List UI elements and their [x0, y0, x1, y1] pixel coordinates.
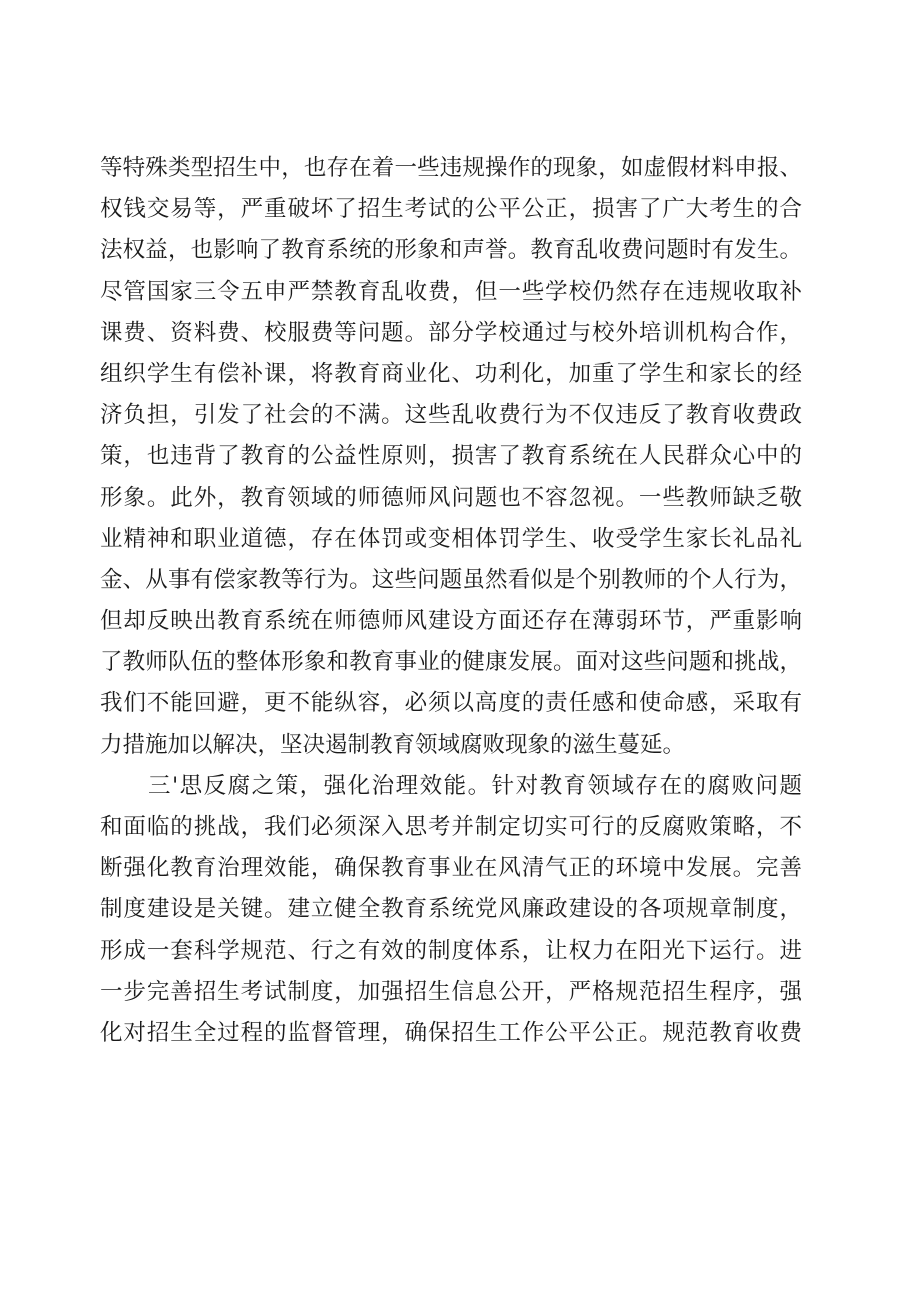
- text-line: 力措施加以解决，坚决遏制教育领域腐败现象的滋生蔓延。: [100, 731, 686, 758]
- text-line: 法权益，也影响了教育系统的形象和声誉。教育乱收费问题时有发生。: [100, 237, 802, 264]
- text-line: 三'思反腐之策，强化治理效能。针对教育领域存在的腐败问题: [100, 772, 802, 799]
- text-line: 断强化教育治理效能，确保教育事业在风清气正的环境中发展。完善: [100, 855, 802, 882]
- text-line: 我们不能回避，更不能纵容，必须以高度的责任感和使命感，采取有: [100, 690, 802, 717]
- text-line: 业精神和职业道德，存在体罚或变相体罚学生、收受学生家长礼品礼: [100, 525, 802, 552]
- text-line: 金、从事有偿家教等行为。这些问题虽然看似是个别教师的个人行为，: [100, 566, 802, 593]
- paragraph-1: [100, 148, 802, 766]
- document-body: [100, 148, 802, 1054]
- text-line: 一步完善招生考试制度，加强招生信息公开，严格规范招生程序，强: [100, 978, 802, 1005]
- text-line: 组织学生有偿补课，将教育商业化、功利化，加重了学生和家长的经: [100, 360, 802, 387]
- text-line: 课费、资料费、校服费等问题。部分学校通过与校外培训机构合作，: [100, 319, 802, 346]
- paragraph-2: [100, 766, 802, 1054]
- text-line: 但却反映出教育系统在师德师风建设方面还存在薄弱环节，严重影响: [100, 608, 802, 635]
- text-line: 等特殊类型招生中，也存在着一些违规操作的现象，如虚假材料申报、: [100, 155, 802, 181]
- text-line: 和面临的挑战，我们必须深入思考并制定切实可行的反腐败策略，不: [100, 814, 802, 840]
- text-line: 权钱交易等，严重破坏了招生考试的公平公正，损害了广大考生的合: [100, 196, 802, 223]
- text-line: 化对招生全过程的监督管理，确保招生工作公平公正。规范教育收费: [100, 1019, 802, 1046]
- text-line: 制度建设是关键。建立健全教育系统党风廉政建设的各项规章制度，: [100, 896, 802, 923]
- text-line: 尽管国家三令五申严禁教育乱收费，但一些学校仍然存在违规收取补: [100, 278, 802, 305]
- text-line: 形象。此外，教育领域的师德师风问题也不容忽视。一些教师缺乏敬: [100, 484, 802, 511]
- text-line: 了教师队伍的整体形象和教育事业的健康发展。面对这些问题和挑战，: [100, 649, 802, 676]
- text-line: 济负担，引发了社会的不满。这些乱收费行为不仅违反了教育收费政: [100, 402, 802, 429]
- text-line: 形成一套科学规范、行之有效的制度体系，让权力在阳光下运行。进: [100, 937, 802, 964]
- text-line: 策，也违背了教育的公益性原则，损害了教育系统在人民群众心中的: [100, 443, 802, 470]
